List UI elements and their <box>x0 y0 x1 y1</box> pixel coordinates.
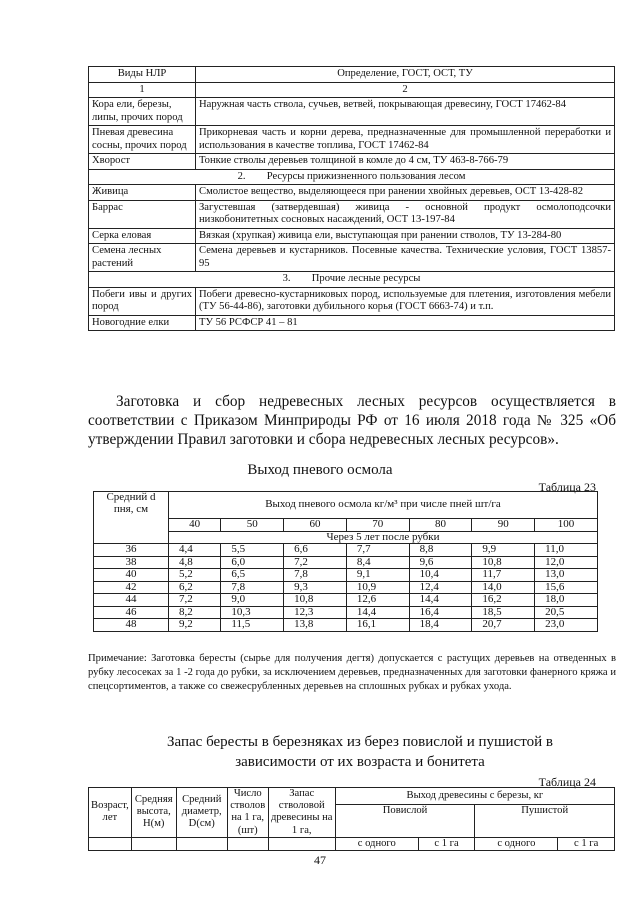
value-cell: 8,2 <box>169 606 221 619</box>
section-heading: 2. Ресурсы прижизненного пользования лесом <box>89 169 615 185</box>
table-row <box>94 544 598 557</box>
resource-name: Живица <box>89 185 196 201</box>
table-row <box>89 98 615 126</box>
value-cell: 9,3 <box>284 581 347 594</box>
table-row <box>94 569 598 582</box>
stump-count: 40 <box>169 519 221 532</box>
empty-cell <box>131 837 176 850</box>
diameter-cell: 36 <box>94 544 169 557</box>
table-23-title: Выход пневого осмола <box>247 462 393 478</box>
table-row <box>94 619 598 632</box>
species-header: Повислой <box>335 804 475 837</box>
empty-cell <box>176 837 227 850</box>
resource-name: Побеги ивы и других пород <box>89 287 196 315</box>
table-row <box>94 606 598 619</box>
title-line: Запас бересты в березняках из берез повислой и пушистой в <box>167 734 553 750</box>
diameter-cell: 46 <box>94 606 169 619</box>
value-cell: 4,4 <box>169 544 221 557</box>
table-row <box>89 185 615 201</box>
value-cell: 16,4 <box>409 606 472 619</box>
value-cell: 9,0 <box>221 594 284 607</box>
section-row <box>89 169 615 185</box>
resource-name: Баррас <box>89 200 196 228</box>
section-heading: 3. Прочие лесные ресурсы <box>89 272 615 288</box>
value-cell: 12,0 <box>535 556 598 569</box>
species-header: Пушистой <box>475 804 615 837</box>
column-header: Число стволов на 1 га, (шт) <box>227 788 268 838</box>
value-cell: 9,6 <box>409 556 472 569</box>
diameter-cell: 48 <box>94 619 169 632</box>
resource-definition: Загустевшая (затвердевшая) живица - основной продукт осмолоподсочки низкобонитетных сосновых насаждений, ОСТ 13-197-84 <box>196 200 615 228</box>
value-cell: 7,8 <box>284 569 347 582</box>
table-header-row <box>89 67 615 83</box>
resource-name: Серка еловая <box>89 228 196 244</box>
value-cell: 10,8 <box>284 594 347 607</box>
table-row <box>89 315 615 331</box>
value-cell: 7,8 <box>221 581 284 594</box>
value-cell: 13,0 <box>535 569 598 582</box>
value-cell: 7,7 <box>346 544 409 557</box>
value-cell: 9,1 <box>346 569 409 582</box>
title-line: зависимости от их возраста и бонитета <box>235 753 485 770</box>
table-row <box>89 244 615 272</box>
column-header: Виды НЛР <box>89 67 196 83</box>
value-cell: 7,2 <box>169 594 221 607</box>
table-row <box>89 154 615 170</box>
table-row <box>94 581 598 594</box>
sub-column-header: с 1 га <box>558 837 615 850</box>
stump-count: 80 <box>409 519 472 532</box>
value-cell: 12,4 <box>409 581 472 594</box>
value-cell: 9,9 <box>472 544 535 557</box>
stump-count: 50 <box>221 519 284 532</box>
column-header: Определение, ГОСТ, ОСТ, ТУ <box>196 67 615 83</box>
resource-name: Семена лесных растений <box>89 244 196 272</box>
value-cell: 14,4 <box>346 606 409 619</box>
sub-column-header: с 1 га <box>418 837 475 850</box>
column-header: Средняя высота, Н(м) <box>131 788 176 838</box>
diameter-cell: 44 <box>94 594 169 607</box>
table-23-label: Таблица 23 <box>538 480 596 494</box>
value-cell: 8,8 <box>409 544 472 557</box>
table-row <box>89 228 615 244</box>
subheader: Через 5 лет после рубки <box>169 531 598 544</box>
value-cell: 10,3 <box>221 606 284 619</box>
stump-count: 60 <box>284 519 347 532</box>
empty-cell <box>268 837 335 850</box>
section-row <box>89 272 615 288</box>
value-cell: 18,0 <box>535 594 598 607</box>
value-cell: 20,5 <box>535 606 598 619</box>
value-cell: 7,2 <box>284 556 347 569</box>
resource-definition: Прикорневая часть и корни дерева, предназначенные для промышленной переработки и использования в качестве топлива, ГОСТ 17462-84 <box>196 126 615 154</box>
table-23-note: Примечание: Заготовка бересты (сырье для получения дегтя) допускается с растущих деревьев на отведенных в рубку лесосеках за 1 -2 года до рубки, за исключением деревьев, предназначенных для заготовки фанерного кряжа и спецсортиментов, а также со свежесрубленных деревьев на сплошных рубках и рубках ухода. <box>88 653 616 692</box>
diameter-cell: 42 <box>94 581 169 594</box>
resource-name: Новогодние елки <box>89 315 196 331</box>
value-cell: 14,4 <box>409 594 472 607</box>
main-header-text: Выход пневого осмола кг/м³ при числе пней шт/га <box>265 498 501 511</box>
sub-header-row <box>89 837 615 850</box>
value-cell: 6,0 <box>221 556 284 569</box>
table-header-row <box>89 788 615 805</box>
value-cell: 16,1 <box>346 619 409 632</box>
value-cell: 4,8 <box>169 556 221 569</box>
value-cell: 18,5 <box>472 606 535 619</box>
resource-name: Пневая древесина сосны, прочих пород <box>89 126 196 154</box>
value-cell: 5,5 <box>221 544 284 557</box>
sub-column-header: с одного <box>475 837 558 850</box>
diameter-cell: 38 <box>94 556 169 569</box>
value-cell: 5,2 <box>169 569 221 582</box>
table-row <box>94 556 598 569</box>
value-cell: 11,5 <box>221 619 284 632</box>
resource-name: Кора ели, березы, липы, прочих пород <box>89 98 196 126</box>
value-cell: 12,3 <box>284 606 347 619</box>
resource-definition: Смолистое вещество, выделяющееся при ранении хвойных деревьев, ОСТ 13-428-82 <box>196 185 615 201</box>
table-24-title <box>140 733 580 772</box>
column-number-row <box>89 82 615 98</box>
resource-definition: Семена деревьев и кустарников. Посевные качества. Технические условия, ГОСТ 13857-95 <box>196 244 615 272</box>
empty-cell <box>227 837 268 850</box>
value-cell: 6,5 <box>221 569 284 582</box>
value-cell: 13,8 <box>284 619 347 632</box>
resource-definition: Тонкие стволы деревьев толщиной в комле до 4 см, ТУ 463-8-766-79 <box>196 154 615 170</box>
value-cell: 14,0 <box>472 581 535 594</box>
sub-column-header: с одного <box>335 837 418 850</box>
value-cell: 20,7 <box>472 619 535 632</box>
table-row <box>94 594 598 607</box>
table-23 <box>93 491 598 632</box>
value-cell: 12,6 <box>346 594 409 607</box>
value-cell: 23,0 <box>535 619 598 632</box>
value-cell: 10,9 <box>346 581 409 594</box>
resource-definition: ТУ 56 РСФСР 41 – 81 <box>196 315 615 331</box>
column-number: 2 <box>196 82 615 98</box>
value-cell: 10,4 <box>409 569 472 582</box>
value-cell: 10,8 <box>472 556 535 569</box>
table-row <box>89 200 615 228</box>
column-header: Средний d пня, см <box>94 492 169 544</box>
table-24 <box>88 787 615 851</box>
value-cell: 16,2 <box>472 594 535 607</box>
resource-name: Хворост <box>89 154 196 170</box>
value-cell: 6,6 <box>284 544 347 557</box>
value-cell: 11,0 <box>535 544 598 557</box>
stump-count: 100 <box>535 519 598 532</box>
table-24-label: Таблица 24 <box>538 775 596 789</box>
value-cell: 11,7 <box>472 569 535 582</box>
table-header-row <box>94 492 598 519</box>
column-header: Возраст, лет <box>89 788 132 838</box>
table-row <box>89 126 615 154</box>
resource-definition: Побеги древесно-кустарниковых пород, используемые для плетения, изготовления мебели (ТУ 56-44-86), заготовки дубильного корья (ГОСТ 6663-74) и т.п. <box>196 287 615 315</box>
value-cell: 18,4 <box>409 619 472 632</box>
subheader-row <box>94 531 598 544</box>
column-header: Выход древесины с березы, кг <box>335 788 614 805</box>
column-header: Запас стволовой древесины на 1 га, <box>268 788 335 838</box>
stump-count: 70 <box>346 519 409 532</box>
nlr-definitions-table <box>88 66 615 331</box>
value-cell: 6,2 <box>169 581 221 594</box>
stump-count-row <box>94 519 598 532</box>
page-number: 47 <box>314 853 326 867</box>
value-cell: 15,6 <box>535 581 598 594</box>
diameter-cell: 40 <box>94 569 169 582</box>
column-header: Средний диаметр, D(см) <box>176 788 227 838</box>
table-row <box>89 287 615 315</box>
resource-definition: Наружная часть ствола, сучьев, ветвей, покрывающая древесину, ГОСТ 17462-84 <box>196 98 615 126</box>
body-paragraph: Заготовка и сбор недревесных лесных ресурсов осуществляется в соответствии с Приказом Минприроды РФ от 16 июля 2018 года № 325 «Об утверждении Правил заготовки и сбора недревесных лесных ресурсов». <box>88 393 616 449</box>
value-cell: 8,4 <box>346 556 409 569</box>
resource-definition: Вязкая (хрупкая) живица ели, выступающая при ранении стволов, ТУ 13-284-80 <box>196 228 615 244</box>
empty-cell <box>89 837 132 850</box>
column-header <box>169 492 598 519</box>
column-number: 1 <box>89 82 196 98</box>
value-cell: 9,2 <box>169 619 221 632</box>
stump-count: 90 <box>472 519 535 532</box>
